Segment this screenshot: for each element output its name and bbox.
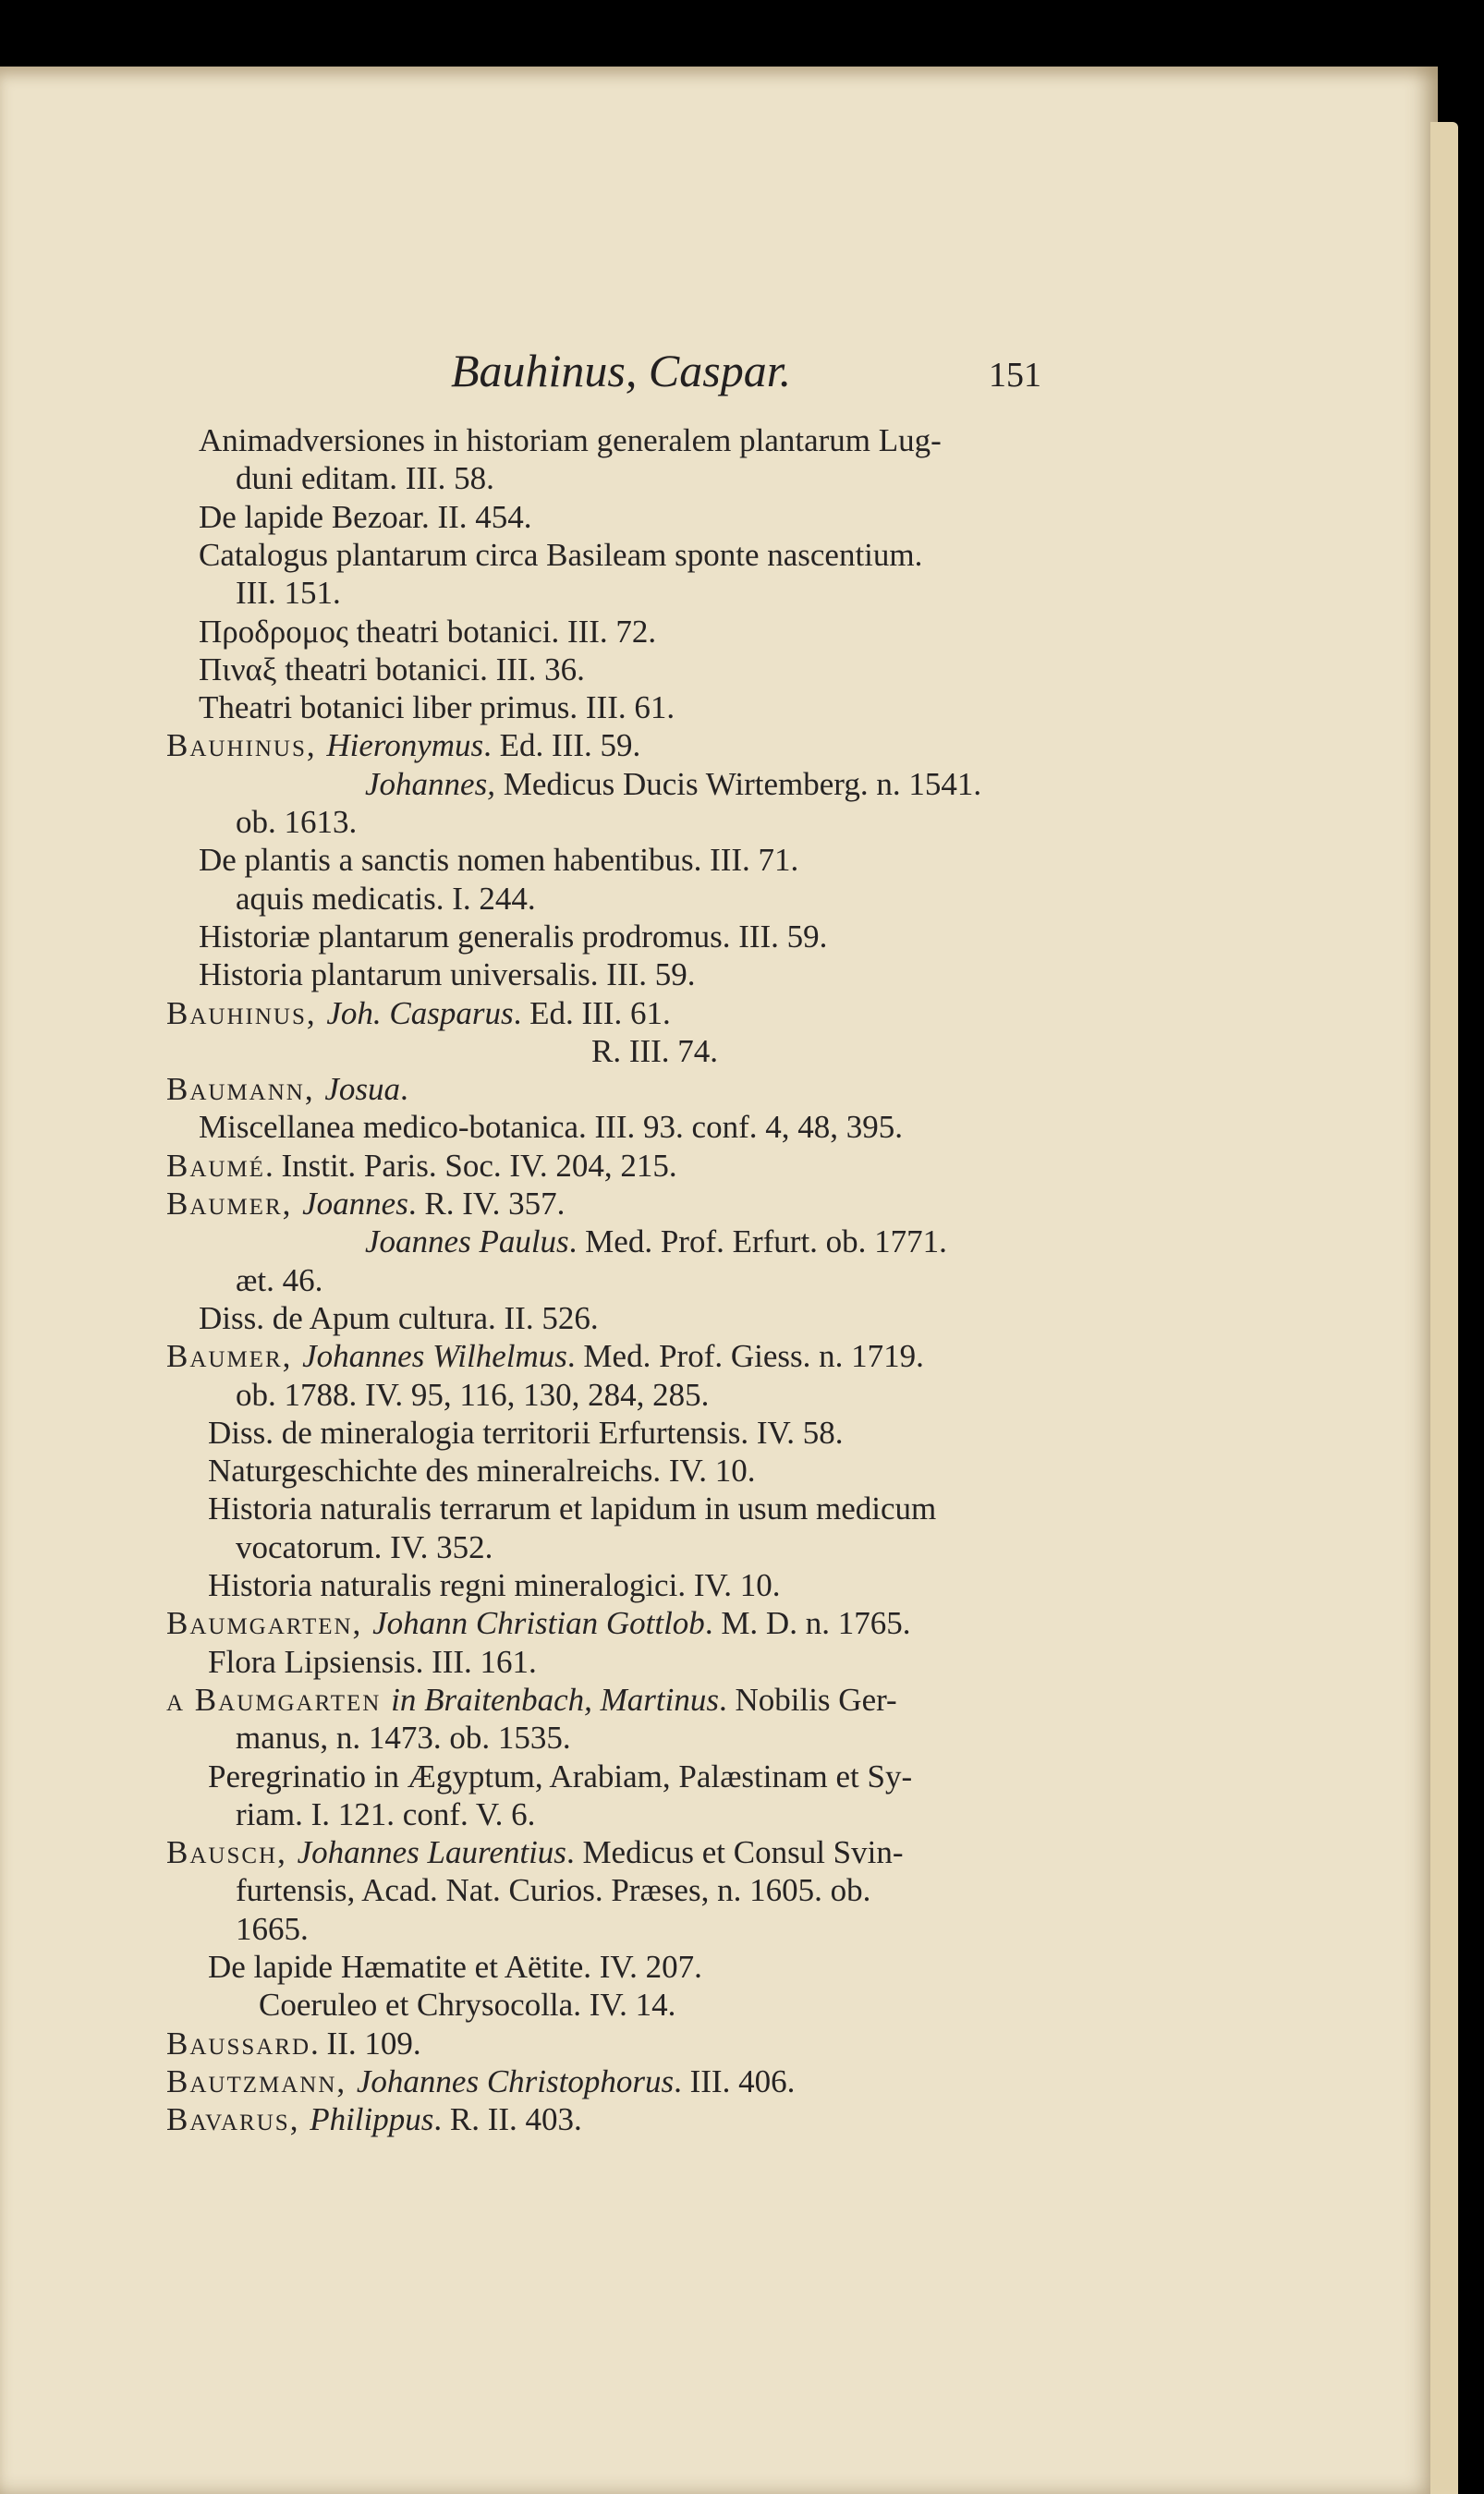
- index-line: [208, 1453, 756, 1490]
- entry-text: . Instit. Paris. Soc. IV. 204, 215.: [264, 1148, 677, 1184]
- index-line: [365, 1223, 947, 1260]
- index-line: [208, 1949, 702, 1986]
- page-header: [0, 344, 1063, 418]
- entry-text: Historia plantarum universalis. III. 59.: [199, 956, 696, 992]
- entry-text: ob. 1788. IV. 95, 116, 130, 284, 285.: [236, 1377, 710, 1413]
- index-line: [166, 1834, 904, 1871]
- index-line: [166, 2063, 795, 2100]
- index-line: [199, 499, 532, 536]
- index-line: [236, 1720, 571, 1757]
- entry-text: . II. 109.: [310, 2026, 421, 2062]
- entry-text: Miscellanea medico-botanica. III. 93. conf. 4, 48, 395.: [199, 1109, 903, 1145]
- index-line: [166, 1682, 897, 1719]
- author-surname: Baumer,: [166, 1186, 303, 1222]
- index-line: [199, 651, 585, 688]
- index-line: [166, 1605, 910, 1642]
- index-line: [236, 460, 494, 497]
- index-line: [166, 995, 671, 1032]
- entry-text: Diss. de mineralogia territorii Erfurtensis. IV. 58.: [208, 1415, 844, 1451]
- entry-text: ob. 1613.: [236, 804, 358, 840]
- author-forename: Joh. Casparus: [326, 995, 514, 1031]
- author-forename: Johannes Wilhelmus: [302, 1338, 567, 1374]
- index-line: [208, 1415, 844, 1452]
- index-line: [208, 1490, 936, 1527]
- entry-text: Animadversiones in historiam generalem plantarum Lug-: [199, 422, 942, 458]
- entry-text: Historiæ plantarum generalis prodromus. III. 59.: [199, 919, 828, 955]
- entry-text: Diss. de Apum cultura. II. 526.: [199, 1300, 599, 1336]
- author-forename: Johannes Christophorus: [356, 2063, 675, 2099]
- entry-text: Πιναξ theatri botanici. III. 36.: [199, 651, 585, 687]
- index-line: [199, 422, 942, 459]
- entry-text: . Med. Prof. Erfurt. ob. 1771.: [568, 1223, 947, 1259]
- entry-text: Προδρομος theatri botanici. III. 72.: [199, 614, 657, 650]
- index-line: [166, 1338, 924, 1375]
- index-line: [236, 881, 536, 918]
- entry-text: De lapide Bezoar. II. 454.: [199, 499, 532, 535]
- author-surname: Baumer,: [166, 1338, 303, 1374]
- index-line: [236, 575, 341, 612]
- index-line: [236, 1262, 322, 1299]
- entry-text: Coeruleo et Chrysocolla. IV. 14.: [259, 1987, 676, 2023]
- author-surname: Baussard: [166, 2026, 311, 2062]
- page-edge: [1430, 122, 1458, 2494]
- entry-text: Peregrinatio in Ægyptum, Arabiam, Palæstinam et Sy-: [208, 1758, 913, 1794]
- author-surname: Bauhinus,: [166, 727, 327, 763]
- entry-text: vocatorum. IV. 352.: [236, 1529, 493, 1565]
- index-line: [199, 956, 696, 993]
- index-line: [199, 689, 675, 726]
- index-line: [208, 1644, 537, 1681]
- entry-text: aquis medicatis. I. 244.: [236, 881, 536, 917]
- entry-text: .: [400, 1071, 408, 1107]
- index-line: [236, 1911, 309, 1948]
- author-forename: Hieronymus: [326, 727, 484, 763]
- entry-text: duni editam. III. 58.: [236, 460, 494, 496]
- entry-text: . III. 406.: [674, 2063, 796, 2099]
- entry-text: Theatri botanici liber primus. III. 61.: [199, 689, 675, 725]
- index-line: [166, 2026, 421, 2062]
- index-line: [166, 1148, 677, 1185]
- entry-text: Medicus Ducis Wirtemberg. n. 1541.: [494, 766, 982, 802]
- index-line: [236, 1377, 709, 1414]
- entry-text: riam. I. 121. conf. V. 6.: [236, 1796, 536, 1832]
- entry-text: . Ed. III. 59.: [483, 727, 641, 763]
- entry-text: De plantis a sanctis nomen habentibus. III. 71.: [199, 842, 799, 878]
- entry-text: Flora Lipsiensis. III. 161.: [208, 1644, 537, 1680]
- index-line: [166, 727, 640, 764]
- author-surname: Bausch,: [166, 1834, 298, 1870]
- index-line: [236, 1796, 535, 1833]
- entry-text: . R. IV. 357.: [407, 1186, 566, 1222]
- entry-text: R. III. 74.: [591, 1033, 719, 1069]
- index-line: [365, 766, 981, 803]
- entry-text: Catalogus plantarum circa Basileam sponte nascentium.: [199, 537, 923, 573]
- page-number: 151: [989, 356, 1041, 395]
- entry-text: Historia naturalis terrarum et lapidum in usum medicum: [208, 1490, 937, 1527]
- entry-text: . Nobilis Ger-: [718, 1682, 897, 1718]
- entry-text: III. 151.: [236, 575, 341, 611]
- index-line: [199, 537, 922, 574]
- author-forename: Johann Christian Gottlob: [372, 1605, 705, 1641]
- index-line: [208, 1567, 781, 1604]
- entry-text: 1665.: [236, 1911, 309, 1947]
- author-forename: Joannes Paulus: [365, 1223, 569, 1259]
- index-line: [236, 1529, 493, 1566]
- index-line: [166, 2101, 582, 2138]
- author-surname: Bavarus,: [166, 2101, 310, 2137]
- index-line: [199, 1300, 599, 1337]
- entry-text: . Med. Prof. Giess. n. 1719.: [566, 1338, 924, 1374]
- author-surname: Baumgarten,: [166, 1605, 373, 1641]
- entry-text: . Medicus et Consul Svin-: [566, 1834, 904, 1870]
- entry-text: . M. D. n. 1765.: [704, 1605, 911, 1641]
- book-page: [0, 67, 1438, 2494]
- index-line: [199, 1109, 903, 1146]
- author-surname: a Baumgarten: [166, 1682, 392, 1718]
- author-surname: Baumé: [166, 1148, 265, 1184]
- author-surname: Bauhinus,: [166, 995, 327, 1031]
- index-line: [259, 1987, 675, 2024]
- entry-text: Naturgeschichte des mineralreichs. IV. 10.: [208, 1453, 756, 1489]
- index-line: [591, 1033, 718, 1070]
- author-forename: Philippus: [310, 2101, 434, 2137]
- author-forename: Johannes Laurentius: [297, 1834, 566, 1870]
- entry-text: æt. 46.: [236, 1262, 323, 1298]
- index-line: [199, 614, 656, 651]
- entry-text: De lapide Hæmatite et Aëtite. IV. 207.: [208, 1949, 702, 1985]
- entry-text: Historia naturalis regni mineralogici. IV. 10.: [208, 1567, 781, 1603]
- author-forename: Johannes,: [365, 766, 495, 802]
- author-surname: Baumann,: [166, 1071, 325, 1107]
- index-line: [199, 842, 798, 879]
- entry-text: . Ed. III. 61.: [513, 995, 671, 1031]
- index-line: [166, 1071, 408, 1108]
- index-line: [199, 919, 827, 955]
- author-forename: in Braitenbach, Martinus: [391, 1682, 719, 1718]
- author-surname: Bautzmann,: [166, 2063, 357, 2099]
- index-line: [236, 804, 357, 841]
- entry-text: manus, n. 1473. ob. 1535.: [236, 1720, 571, 1756]
- index-line: [208, 1758, 912, 1795]
- entry-text: . R. II. 403.: [433, 2101, 582, 2137]
- running-title: Bauhinus, Caspar.: [451, 345, 792, 396]
- index-line: [236, 1872, 870, 1909]
- author-forename: Josua: [324, 1071, 401, 1107]
- entry-text: furtensis, Acad. Nat. Curios. Præses, n. 1605. ob.: [236, 1872, 871, 1908]
- index-line: [166, 1186, 565, 1223]
- author-forename: Joannes: [302, 1186, 408, 1222]
